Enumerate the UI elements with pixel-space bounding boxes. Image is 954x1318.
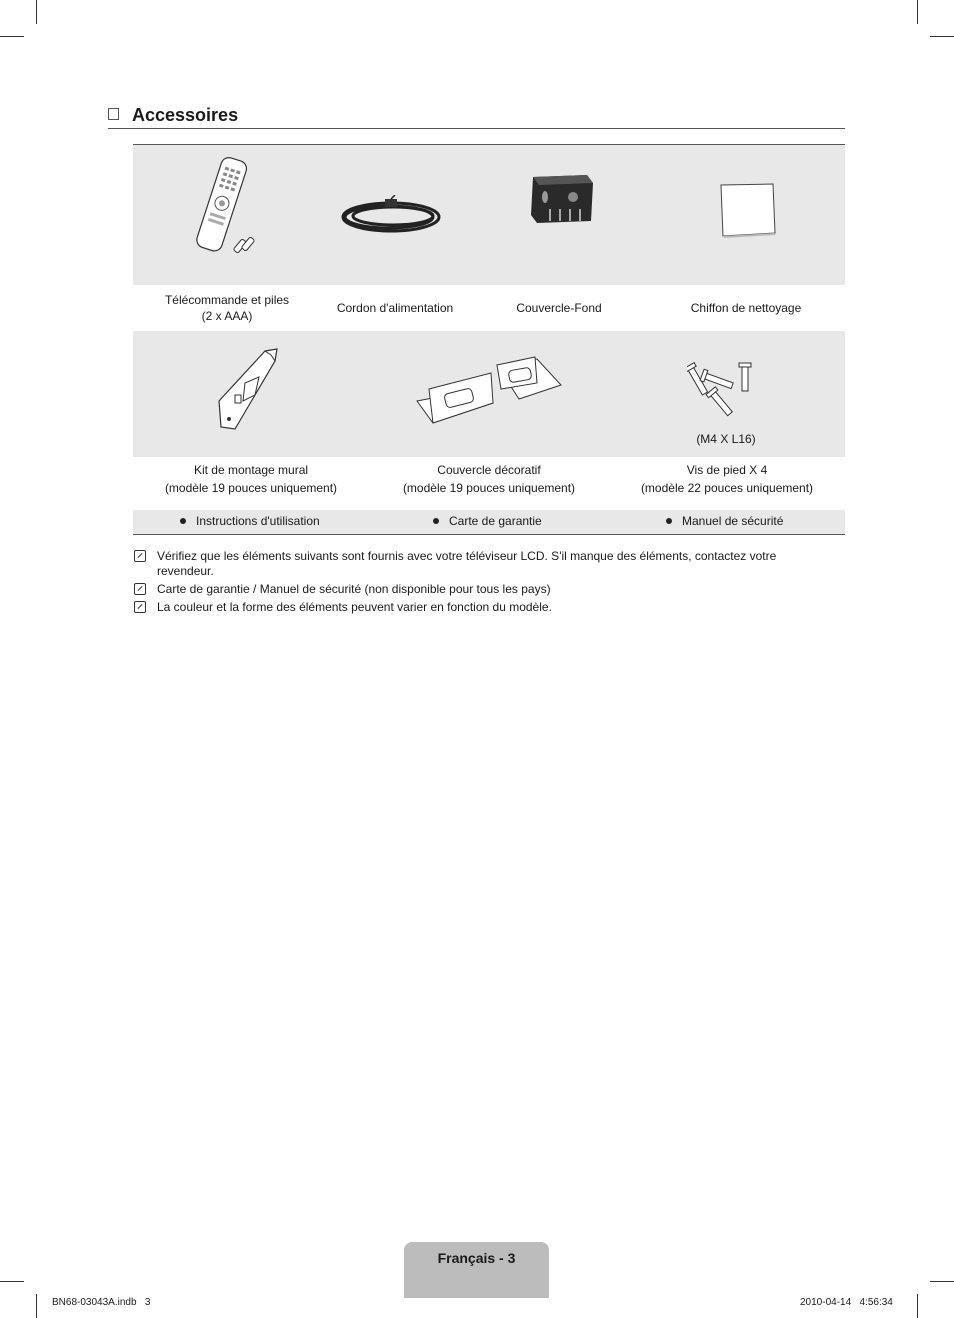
crop-mark — [0, 1281, 24, 1282]
notes-list — [133, 549, 823, 618]
list-item: Carte de garantie — [433, 514, 542, 528]
stand-screws-icon — [687, 361, 757, 421]
list-item: Instructions d'utilisation — [180, 514, 320, 528]
bullet-icon — [433, 518, 439, 524]
remote-control-caption: Télécommande et piles (2 x AAA) — [164, 293, 290, 323]
footer-datetime: 2010-04-14 4:56:34 — [800, 1297, 893, 1308]
documents-row — [133, 510, 845, 535]
image-row-1 — [133, 145, 845, 285]
note-icon — [134, 601, 146, 613]
cleaning-cloth-icon — [719, 183, 777, 239]
accessories-table — [133, 144, 845, 509]
crop-mark — [36, 0, 37, 24]
footer-file: BN68-03043A.indb 3 — [52, 1297, 151, 1308]
note-item: Carte de garantie / Manuel de sécurité (non disponible pour tous les pays) — [133, 582, 823, 597]
wall-mount-kit-icon — [215, 347, 281, 431]
list-item: Manuel de sécurité — [666, 514, 783, 528]
caption-row-1 — [133, 285, 845, 331]
page-number-tab — [404, 1242, 549, 1298]
power-cord-icon — [339, 195, 445, 239]
remote-control-icon — [191, 153, 271, 257]
page-label: Français - 3 — [437, 1250, 516, 1266]
image-row-2 — [133, 331, 845, 457]
cleaning-cloth-caption: Chiffon de nettoyage — [690, 301, 802, 315]
screw-spec-caption: (M4 X L16) — [696, 432, 756, 446]
note-icon — [134, 583, 146, 595]
crop-mark — [930, 36, 954, 37]
crop-mark — [930, 1281, 954, 1282]
bullet-icon — [666, 518, 672, 524]
note-item: Vérifiez que les éléments suivants sont fournis avec votre téléviseur LCD. S'il manque des éléments, contactez votre revendeur. — [133, 549, 823, 579]
bullet-icon — [180, 518, 186, 524]
note-icon — [134, 550, 146, 562]
crop-mark — [36, 1294, 37, 1318]
section-header — [108, 104, 845, 129]
caption-row-2 — [133, 457, 845, 509]
stand-screws-caption: Vis de pied X 4 (modèle 22 pouces uniquement) — [640, 463, 814, 495]
section-title: Accessoires — [132, 105, 239, 125]
crop-mark — [917, 1294, 918, 1318]
wall-mount-kit-caption: Kit de montage mural (modèle 19 pouces uniquement) — [164, 463, 338, 495]
crop-mark — [917, 0, 918, 24]
power-cord-caption: Cordon d'alimentation — [336, 301, 454, 315]
decorative-cover-caption: Couvercle décoratif (modèle 19 pouces uniquement) — [402, 463, 576, 495]
crop-mark — [0, 36, 24, 37]
decorative-cover-icon — [415, 353, 565, 429]
bottom-cover-caption: Couvercle-Fond — [516, 301, 602, 315]
note-item: La couleur et la forme des éléments peuvent varier en fonction du modèle. — [133, 600, 823, 615]
section-marker-icon — [108, 108, 119, 120]
bottom-cover-icon — [527, 173, 599, 231]
